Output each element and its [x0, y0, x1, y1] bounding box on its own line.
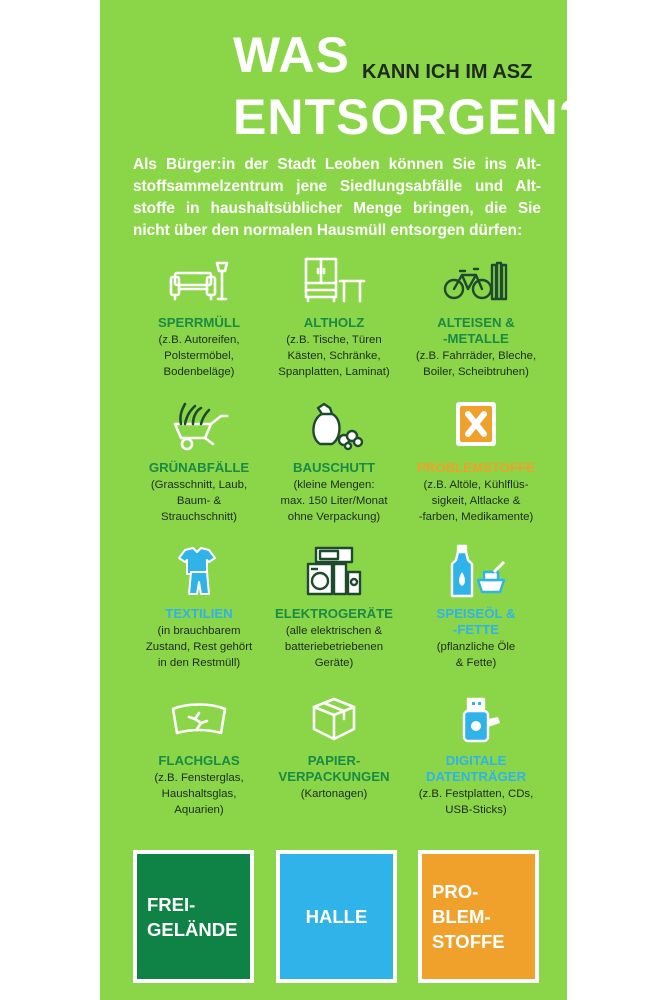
category-description: (pflanzliche Öle & Fette): [436, 641, 516, 669]
intro-line: stoffe in haushaltsüblicher Menge bringen, die Sie: [133, 200, 541, 217]
category-description: (z.B. Tische, Türen Kästen, Schränke, Spanplatten, Laminat): [278, 334, 390, 378]
category-label: SPERRMÜLL: [157, 315, 241, 330]
category-label: TEXTILIEN: [165, 606, 233, 621]
title-entsorgen: ENTSORGEN?: [233, 89, 591, 145]
category-description: (z.B. Festplatten, CDs, USB-Sticks): [418, 788, 534, 816]
intro-text: [133, 154, 541, 242]
wheelbarrow-plants-icon: [167, 400, 231, 452]
broken-glass-icon: [167, 693, 231, 745]
clothes-icon: [167, 546, 231, 598]
category-description: (z.B. Altöle, Kühlflüs- sigkeit, Altlacke & -farben, Medikamente): [418, 479, 534, 523]
category-description: (in brauchbarem Zustand, Rest gehört in den Restmüll): [145, 625, 253, 669]
category-label: BAUSCHUTT: [292, 460, 376, 475]
category-description: (kleine Mengen: max. 150 Liter/Monat ohne Verpackung): [280, 479, 388, 523]
cardboard-box-icon: [302, 693, 366, 745]
legend-problemstoffe: PRO- BLEM- STOFFE: [418, 850, 539, 983]
category-description: (z.B. Autoreifen, Polstermöbel, Bodenbeläge): [158, 334, 240, 378]
sofa-lamp-icon: [167, 255, 231, 307]
hazard-cross-icon: [444, 400, 508, 452]
title-was: WAS: [233, 27, 350, 83]
category-description: (z.B. Fensterglas, Haushaltsglas, Aquarien): [154, 772, 244, 816]
category-label: ALTEISEN & -METALLE: [437, 315, 515, 346]
intro-line: stoffsammelzentrum jene Siedlungsabfälle und Alt-: [133, 178, 541, 195]
legend-halle: HALLE: [276, 850, 397, 983]
wardrobe-table-icon: [302, 255, 366, 307]
oil-bottle-fat-icon: [444, 546, 508, 598]
intro-line: Als Bürger:in der Stadt Leoben können Sie ins Alt-: [133, 156, 541, 173]
category-label: ALTHOLZ: [303, 315, 365, 330]
category-label: PAPIER- VERPACKUNGEN: [278, 753, 390, 784]
usb-stick-icon: [444, 693, 508, 745]
category-label: DIGITALE DATENTRÄGER: [425, 753, 527, 784]
appliances-icon: [302, 546, 366, 598]
category-label: ELEKTROGERÄTE: [275, 606, 393, 621]
category-description: (Kartonagen): [300, 788, 368, 800]
category-label: PROBLEMSTOFFE: [417, 460, 535, 475]
category-description: (Grasschnitt, Laub, Baum- & Strauchschnitt): [150, 479, 248, 523]
category-label: GRÜNABFÄLLE: [148, 460, 250, 475]
category-description: (z.B. Fahrräder, Bleche, Boiler, Scheibtruhen): [415, 350, 537, 378]
legend-freigelaende: FREI- GELÄNDE: [133, 850, 254, 983]
title-subline: KANN ICH IM ASZ: [362, 61, 533, 83]
bicycle-metal-icon: [444, 255, 508, 307]
category-label: FLACHGLAS: [158, 753, 240, 768]
rubble-sack-icon: [302, 400, 366, 452]
category-label: SPEISEÖL & -FETTE: [436, 606, 516, 637]
intro-line: nicht über den normalen Hausmüll entsorgen dürfen:: [133, 222, 523, 239]
category-description: (alle elektrischen & batteriebetriebenen Geräte): [284, 625, 384, 669]
